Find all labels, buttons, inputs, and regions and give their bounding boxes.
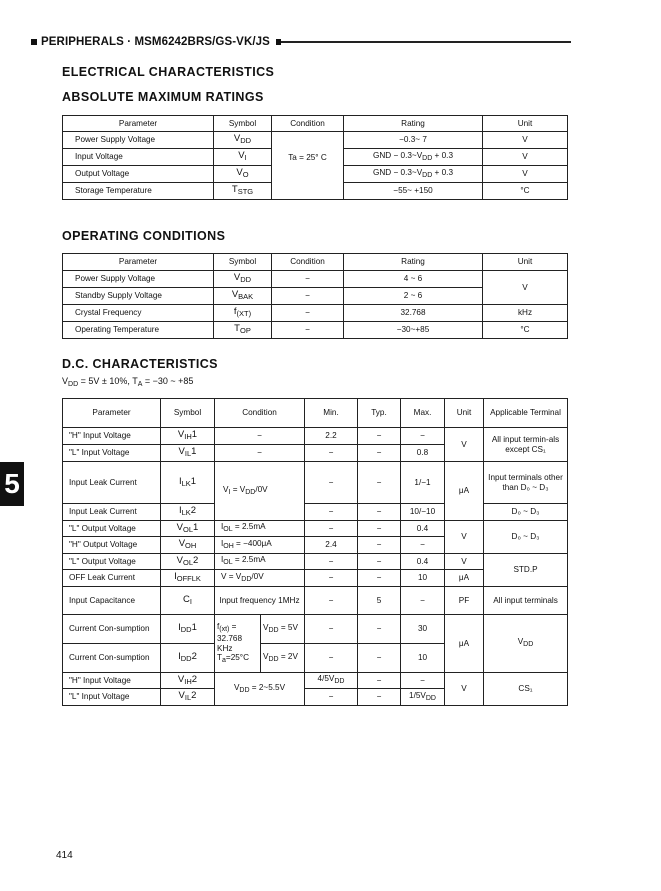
param-cell: Crystal Frequency bbox=[63, 305, 214, 322]
terminal-cell: $V_{DD}$ bbox=[484, 615, 568, 673]
typ-cell: − bbox=[358, 689, 401, 706]
symbol-cell: $V_{DD}$ bbox=[214, 132, 272, 149]
param-cell: Output Voltage bbox=[63, 166, 214, 183]
header-section: PERIPHERALS bbox=[41, 36, 124, 48]
table-row bbox=[63, 183, 568, 200]
min-cell: − bbox=[305, 554, 358, 570]
symbol-cell: $V_{OL}2$ bbox=[161, 554, 215, 570]
typ-cell: − bbox=[358, 537, 401, 554]
symbol-cell: $V_{DD}$ bbox=[214, 271, 272, 288]
rating-cell: 2 ~ 6 bbox=[344, 288, 483, 305]
param-cell: "L" Input Voltage bbox=[63, 689, 161, 706]
condition-cell: $V = V_{DD}/0V$ bbox=[215, 570, 305, 587]
condition-cell: − bbox=[272, 322, 344, 339]
col-header: Condition bbox=[272, 116, 344, 132]
rating-cell: 32.768 bbox=[344, 305, 483, 322]
table-row bbox=[63, 587, 568, 615]
col-header: Parameter bbox=[63, 254, 214, 271]
vdd-condition-cell: $V_{DD} = 5V$ bbox=[261, 615, 305, 644]
page-number: 414 bbox=[56, 850, 73, 861]
max-cell: 30 bbox=[401, 615, 445, 644]
param-cell: Storage Temperature bbox=[63, 183, 214, 200]
typ-cell: − bbox=[358, 521, 401, 537]
col-header: Condition bbox=[272, 254, 344, 271]
unit-cell: V bbox=[445, 428, 484, 462]
symbol-cell: $V_{IL}2$ bbox=[161, 689, 215, 706]
symbol-cell: $V_I$ bbox=[214, 149, 272, 166]
condition-cell: − bbox=[215, 445, 305, 462]
symbol-cell: $V_O$ bbox=[214, 166, 272, 183]
min-cell: − bbox=[305, 689, 358, 706]
symbol-cell: $I_{LK}2$ bbox=[161, 504, 215, 521]
bullet-square-icon bbox=[31, 39, 37, 45]
min-cell: $4/5V_{DD}$ bbox=[305, 673, 358, 689]
symbol-cell: $C_I$ bbox=[161, 587, 215, 615]
max-cell: 10 bbox=[401, 570, 445, 587]
param-cell: "H" Input Voltage bbox=[63, 428, 161, 445]
param-cell: Power Supply Voltage bbox=[63, 271, 214, 288]
min-cell: − bbox=[305, 462, 358, 504]
symbol-cell: $V_{OH}$ bbox=[161, 537, 215, 554]
header-part: MSM6242BRS/GS-VK/JS bbox=[134, 36, 270, 48]
unit-cell: °C bbox=[483, 183, 568, 200]
symbol-cell: $I_{DD}2$ bbox=[161, 644, 215, 673]
terminal-cell: D₀ ~ D₃ bbox=[484, 504, 568, 521]
table-header-row bbox=[63, 399, 568, 428]
symbol-cell: $f_{(XT)}$ bbox=[214, 305, 272, 322]
col-header: Symbol bbox=[161, 399, 215, 428]
condition-cell: $I_{OL} = 2.5mA$ bbox=[215, 554, 305, 570]
symbol-cell: $T_{STG}$ bbox=[214, 183, 272, 200]
typ-cell: − bbox=[358, 554, 401, 570]
min-cell: − bbox=[305, 521, 358, 537]
unit-cell: μA bbox=[445, 570, 484, 587]
rating-cell: GND − $0.3\sim V_{DD} + 0.3$ bbox=[344, 166, 483, 183]
symbol-cell: $V_{BAK}$ bbox=[214, 288, 272, 305]
max-cell: 0.8 bbox=[401, 445, 445, 462]
symbol-cell: $V_{IH}2$ bbox=[161, 673, 215, 689]
table-row bbox=[63, 673, 568, 689]
symbol-cell: $V_{OL}1$ bbox=[161, 521, 215, 537]
dc-conditions: $V_{DD} = 5V \pm 10\%$, $T_A = -30$ ~ +85 bbox=[62, 376, 194, 388]
max-cell: 0.4 bbox=[401, 521, 445, 537]
running-header bbox=[31, 34, 571, 50]
col-header: Rating bbox=[344, 116, 483, 132]
param-cell: Input Leak Current bbox=[63, 504, 161, 521]
unit-cell: μA bbox=[445, 615, 484, 673]
min-cell: 2.2 bbox=[305, 428, 358, 445]
rating-cell: 4 ~ 6 bbox=[344, 271, 483, 288]
condition-cell: $V_I = V_{DD}/0V$ bbox=[215, 462, 305, 521]
table-header-row bbox=[63, 116, 568, 132]
condition-cell: $I_{OH} = -400\mu A$ bbox=[215, 537, 305, 554]
col-header: Max. bbox=[401, 399, 445, 428]
header-separator: · bbox=[123, 36, 135, 48]
typ-cell: − bbox=[358, 462, 401, 504]
condition-cell: − bbox=[272, 288, 344, 305]
title-absolute: ABSOLUTE MAXIMUM RATINGS bbox=[62, 90, 264, 104]
param-cell: Current Con-sumption bbox=[63, 615, 161, 644]
min-cell: − bbox=[305, 587, 358, 615]
typ-cell: − bbox=[358, 673, 401, 689]
max-cell: 10/−10 bbox=[401, 504, 445, 521]
unit-cell: PF bbox=[445, 587, 484, 615]
min-cell: − bbox=[305, 570, 358, 587]
symbol-cell: $V_{IH}1$ bbox=[161, 428, 215, 445]
max-cell: − bbox=[401, 587, 445, 615]
typ-cell: 5 bbox=[358, 587, 401, 615]
terminal-cell: All input termin-als except CS₁ bbox=[484, 428, 568, 462]
param-cell: OFF Leak Current bbox=[63, 570, 161, 587]
title-electrical: ELECTRICAL CHARACTERISTICS bbox=[62, 65, 275, 79]
rating-cell: −55~ +150 bbox=[344, 183, 483, 200]
param-cell: "H" Input Voltage bbox=[63, 673, 161, 689]
terminal-cell: D₀ ~ D₃ bbox=[484, 521, 568, 554]
unit-cell: kHz bbox=[483, 305, 568, 322]
condition-cell: Input frequency 1MHz bbox=[215, 587, 305, 615]
symbol-cell: $T_{OP}$ bbox=[214, 322, 272, 339]
max-cell: $1/5V_{DD}$ bbox=[401, 689, 445, 706]
col-header: Parameter bbox=[63, 116, 214, 132]
condition-cell: − bbox=[215, 428, 305, 445]
table-row bbox=[63, 132, 568, 149]
terminal-cell: Input terminals other than D₀ ~ D₃ bbox=[484, 462, 568, 504]
terminal-cell: STD.P bbox=[484, 554, 568, 587]
unit-cell: μA bbox=[445, 462, 484, 521]
min-cell: − bbox=[305, 644, 358, 673]
max-cell: − bbox=[401, 537, 445, 554]
condition-cell: − bbox=[272, 271, 344, 288]
idd-condition-cell: $f_{(xt)} = 32.768$ KHz $T_a=25^\circ C$ bbox=[215, 615, 261, 673]
table-row bbox=[63, 554, 568, 570]
typ-cell: − bbox=[358, 504, 401, 521]
col-header: Applicable Terminal bbox=[484, 399, 568, 428]
unit-cell: V bbox=[483, 149, 568, 166]
dc-characteristics-table bbox=[62, 398, 568, 706]
typ-cell: − bbox=[358, 615, 401, 644]
terminal-cell: CS₁ bbox=[484, 673, 568, 706]
condition-cell: Ta = 25° C bbox=[272, 132, 344, 183]
table-row bbox=[63, 305, 568, 322]
param-cell: Standby Supply Voltage bbox=[63, 288, 214, 305]
symbol-cell: $I_{LK}1$ bbox=[161, 462, 215, 504]
col-header: Unit bbox=[483, 254, 568, 271]
symbol-cell: $I_{OFFLK}$ bbox=[161, 570, 215, 587]
condition-cell bbox=[272, 183, 344, 200]
typ-cell: − bbox=[358, 644, 401, 673]
param-cell: Power Supply Voltage bbox=[63, 132, 214, 149]
unit-cell: °C bbox=[483, 322, 568, 339]
param-cell: Current Con-sumption bbox=[63, 644, 161, 673]
absolute-max-table bbox=[62, 115, 568, 200]
unit-cell: V bbox=[445, 521, 484, 554]
table-header-row bbox=[63, 254, 568, 271]
param-cell: "L" Output Voltage bbox=[63, 521, 161, 537]
col-header: Parameter bbox=[63, 399, 161, 428]
title-operating: OPERATING CONDITIONS bbox=[62, 229, 226, 243]
vdd-condition-cell: $V_{DD} = 2V$ bbox=[261, 644, 305, 673]
rating-cell: −30~+85 bbox=[344, 322, 483, 339]
typ-cell: − bbox=[358, 445, 401, 462]
section-tab: 5 bbox=[0, 462, 24, 506]
max-cell: 1/−1 bbox=[401, 462, 445, 504]
col-header: Unit bbox=[445, 399, 484, 428]
max-cell: − bbox=[401, 673, 445, 689]
title-dc: D.C. CHARACTERISTICS bbox=[62, 357, 218, 371]
rating-cell: GND − $0.3\sim V_{DD} + 0.3$ bbox=[344, 149, 483, 166]
typ-cell: − bbox=[358, 570, 401, 587]
table-row bbox=[63, 322, 568, 339]
param-cell: "L" Output Voltage bbox=[63, 554, 161, 570]
unit-cell: V bbox=[483, 132, 568, 149]
table-row bbox=[63, 462, 568, 504]
table-row bbox=[63, 271, 568, 288]
symbol-cell: $V_{IL}1$ bbox=[161, 445, 215, 462]
condition-cell: $V_{DD}$ = 2~5.5V bbox=[215, 673, 305, 706]
rating-cell: −0.3~ 7 bbox=[344, 132, 483, 149]
col-header: Typ. bbox=[358, 399, 401, 428]
unit-cell: V bbox=[483, 271, 568, 305]
condition-cell: − bbox=[272, 305, 344, 322]
operating-conditions-table bbox=[62, 253, 568, 339]
condition-cell: $I_{OL} = 2.5mA$ bbox=[215, 521, 305, 537]
table-row bbox=[63, 615, 568, 644]
unit-cell: V bbox=[445, 673, 484, 706]
table-row bbox=[63, 428, 568, 445]
typ-cell: − bbox=[358, 428, 401, 445]
param-cell: Operating Temperature bbox=[63, 322, 214, 339]
max-cell: 0.4 bbox=[401, 554, 445, 570]
unit-cell: V bbox=[445, 554, 484, 570]
col-header: Symbol bbox=[214, 116, 272, 132]
min-cell: − bbox=[305, 504, 358, 521]
col-header: Unit bbox=[483, 116, 568, 132]
table-row bbox=[63, 521, 568, 537]
col-header: Rating bbox=[344, 254, 483, 271]
min-cell: 2.4 bbox=[305, 537, 358, 554]
param-cell: Input Leak Current bbox=[63, 462, 161, 504]
col-header: Symbol bbox=[214, 254, 272, 271]
param-cell: "H" Output Voltage bbox=[63, 537, 161, 554]
param-cell: Input Voltage bbox=[63, 149, 214, 166]
terminal-cell: All input terminals bbox=[484, 587, 568, 615]
max-cell: − bbox=[401, 428, 445, 445]
min-cell: − bbox=[305, 615, 358, 644]
unit-cell: V bbox=[483, 166, 568, 183]
symbol-cell: $I_{DD}1$ bbox=[161, 615, 215, 644]
min-cell: − bbox=[305, 445, 358, 462]
param-cell: Input Capacitance bbox=[63, 587, 161, 615]
table-row bbox=[63, 504, 568, 521]
col-header: Condition bbox=[215, 399, 305, 428]
max-cell: 10 bbox=[401, 644, 445, 673]
param-cell: "L" Input Voltage bbox=[63, 445, 161, 462]
col-header: Min. bbox=[305, 399, 358, 428]
header-rule bbox=[281, 41, 571, 43]
